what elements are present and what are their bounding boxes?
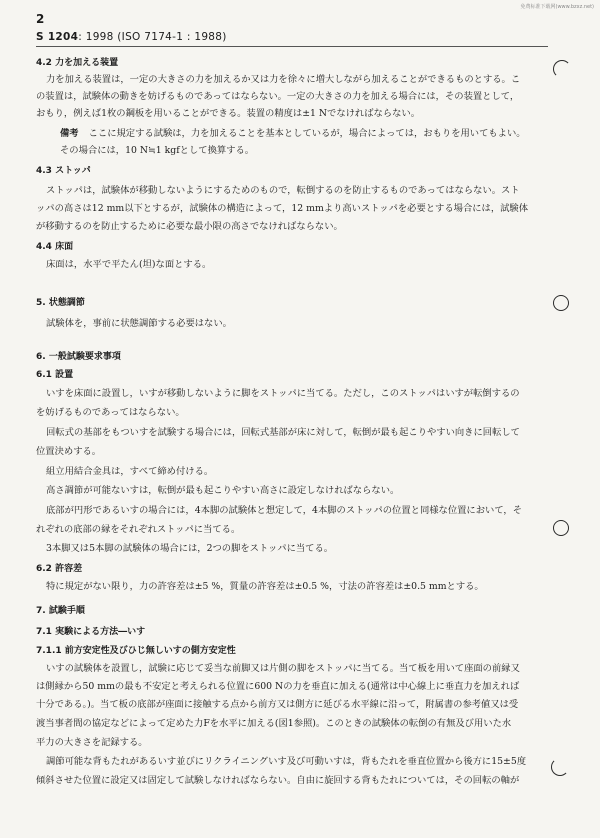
line-text: 7. 試験手順	[36, 606, 85, 616]
section-heading	[36, 605, 85, 617]
section-heading	[36, 645, 236, 657]
line-text: 調節可能な背もたれがあるいす並びにリクライニングいす及び可動いすは，背もたれを垂直位置から後方に15±5度	[46, 756, 527, 767]
line-text: いすの試験体を設置し，試験に応じて妥当な前脚又は片側の脚をストッパに当てる。当て板を用いて座面の前縁又	[46, 663, 520, 674]
line-text: ストッパは，試験体が移動しないようにするためのもので，転倒するのを防止するものであってはならない。スト	[46, 185, 520, 196]
text-line	[36, 91, 519, 103]
text-line	[36, 407, 185, 419]
standard-number	[36, 31, 227, 43]
line-text: 4.3 ストッパ	[36, 166, 91, 176]
text-line	[46, 427, 520, 439]
line-text: 底部が円形であるいすの場合には，4本脚の試験体と想定して，4本脚のストッパの位置と同様な位置において，そ	[46, 505, 523, 516]
section-heading	[36, 563, 82, 575]
text-line	[60, 128, 526, 140]
line-text: ッパの高さは12 mm以下とするが，試験体の構造によって，12 mmより高いストッパを必要とする場合には，試験体	[36, 203, 529, 214]
line-text: 7.1 実験による方法―いす	[36, 627, 146, 637]
text-line	[36, 737, 148, 749]
line-text: 7.1.1 前方安定性及びひじ無しいすの側方安定性	[36, 646, 236, 656]
text-line	[36, 699, 518, 711]
section-heading	[36, 297, 85, 309]
text-line	[46, 505, 522, 517]
line-text: 3本脚又は5本脚の試験体の場合には，2つの脚をストッパに当てる。	[46, 543, 334, 554]
section-heading	[36, 165, 91, 177]
text-line	[46, 756, 526, 768]
standard-years: : 1998 (ISO 7174-1 : 1988)	[78, 31, 227, 43]
line-text: 6.1 設置	[36, 370, 74, 380]
section-heading	[36, 57, 118, 69]
line-text: 渡当事者間の協定などによって定めた力Fを水平に加える(図1参照)。このときの試験体の転倒の有無及び用いた水	[36, 718, 512, 729]
line-text: 組立用結合金具は，すべて締め付ける。	[46, 466, 214, 477]
text-line	[60, 145, 254, 157]
text-line	[36, 221, 343, 233]
text-line	[46, 185, 520, 197]
text-line	[36, 203, 528, 215]
note-label: 備考	[60, 128, 79, 139]
line-text: 十分である。)。当て板の底部が座面に接触する点から前方又は側方に延びる水平線に沿って，附属書の参考値又は受	[36, 699, 519, 710]
line-text: 4.4 床面	[36, 242, 74, 252]
binding-hole-top	[553, 60, 571, 78]
text-line	[36, 718, 511, 730]
binding-hole-bottom	[551, 758, 569, 776]
watermark: 免费标准下载网(www.bzxz.net)	[520, 4, 594, 10]
text-line	[46, 466, 213, 478]
line-text: 平力の大きさを記録する。	[36, 737, 148, 748]
line-text: を妨げるものであってはならない。	[36, 407, 185, 418]
section-heading	[36, 626, 145, 638]
line-text: 高さ調節が可能ないすは，転倒が最も起こりやすい高さに設定しなければならない。	[46, 485, 400, 496]
text-line	[46, 318, 232, 330]
line-text: 5. 状態調節	[36, 298, 85, 308]
text-line	[36, 108, 420, 120]
line-text: 力を加える装置は，一定の大きさの力を加えるか又は力を徐々に増大しながら加えることができるものとする。こ	[46, 74, 521, 85]
text-line	[46, 74, 520, 86]
line-text: おもり，例えば1枚の鋼板を用いることができる。装置の精度は±1 Nでなければならない。	[36, 108, 420, 119]
text-line	[46, 259, 211, 271]
section-heading	[36, 241, 73, 253]
standard-code: S 1204	[36, 31, 79, 43]
page-number: 2	[36, 12, 45, 26]
line-text: 6. 一般試験要求事項	[36, 352, 121, 362]
binding-hole-lower	[553, 520, 569, 536]
text-line	[46, 485, 399, 497]
text-line	[46, 543, 333, 555]
line-text: ここに規定する試験は，力を加えることを基本としているが，場合によっては，おもりを用いてもよい。	[88, 128, 526, 139]
text-line	[46, 388, 520, 400]
section-heading	[36, 351, 121, 363]
text-line	[46, 581, 484, 593]
section-heading	[36, 369, 73, 381]
line-text: の装置は，試験体の動きを妨げるものであってはならない。一定の大きさの力を加える場合には，その装置として，	[36, 91, 520, 102]
header-rule	[36, 46, 548, 47]
line-text: 6.2 許容差	[36, 564, 83, 574]
line-text: れぞれの底部の縁をそれぞれストッパに当てる。	[36, 524, 241, 535]
line-text: が移動するのを防止するために必要な最小限の高さでなければならない。	[36, 221, 343, 232]
line-text: 床面は，水平で平たん(坦)な面とする。	[46, 259, 212, 270]
line-text: 回転式の基部をもついすを試験する場合には，回転式基部が床に対して，転倒が最も起こりやすい向きに回転して	[46, 427, 520, 438]
text-line	[46, 663, 520, 675]
line-text: 位置決めする。	[36, 446, 102, 457]
line-text: 試験体を，事前に状態調節する必要はない。	[46, 318, 232, 329]
line-text: 特に規定がない限り，力の許容差は±5 %，質量の許容差は±0.5 %，寸法の許容差は±0.5 mmとする。	[46, 581, 484, 592]
text-line	[36, 681, 519, 693]
binding-hole-middle	[553, 295, 569, 311]
line-text: その場合には，10 N≒1 kgfとして換算する。	[60, 145, 255, 156]
text-line	[36, 775, 519, 787]
text-line	[36, 446, 101, 458]
line-text: は側縁から50 mmの最も不安定と考えられる位置に600 Nの力を垂直に加える(通常は中心線上に垂直力を加えれば	[36, 681, 520, 692]
line-text: いすを床面に設置し，いすが移動しないように脚をストッパに当てる。ただし，このストッパはいすが転倒するの	[46, 388, 520, 399]
line-text: 傾斜させた位置に設定又は固定して試験しなければならない。自由に旋回する背もたれについては，その回転の軸が	[36, 775, 520, 786]
line-text: 4.2 力を加える装置	[36, 58, 119, 68]
text-line	[36, 524, 240, 536]
